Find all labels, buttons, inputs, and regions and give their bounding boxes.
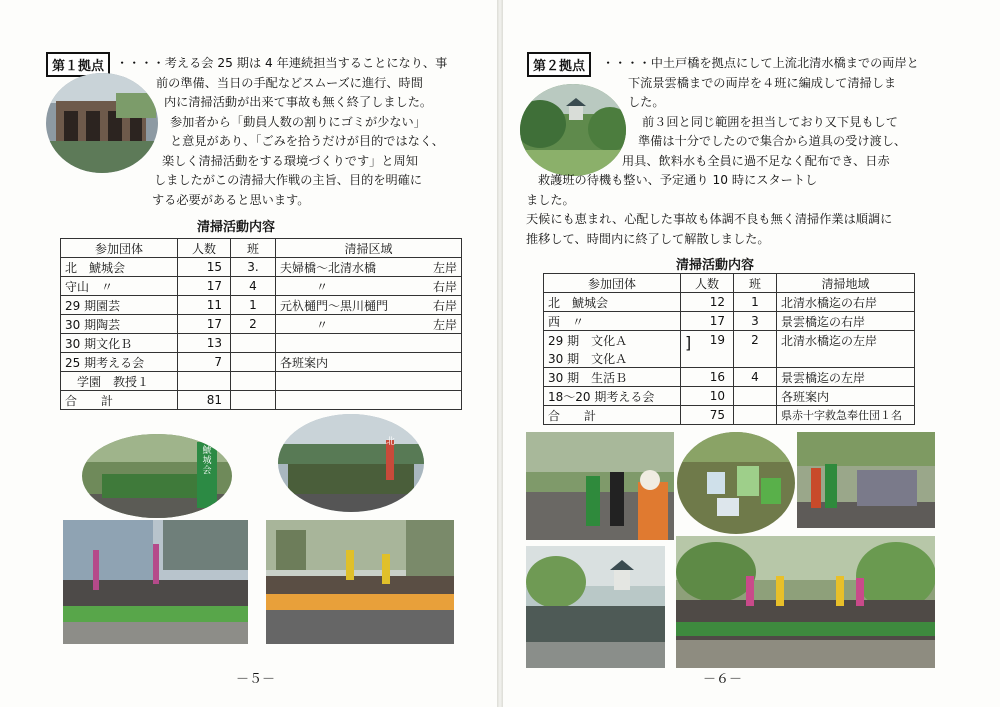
area-cell: 〃 — [276, 277, 421, 296]
photo-trash-bags — [677, 432, 795, 534]
group-cell: 30 期 文化Ａ — [544, 349, 681, 368]
intro-line: 内に清掃活動が出来て事故も無く終了しました。 — [164, 95, 433, 109]
intro-line: と意見があり、「ごみを拾うだけが目的ではなく、 — [170, 134, 444, 148]
intro-line: 救護班の待機も整い、予定通り 10 時にスタートし — [538, 173, 818, 187]
area-cell: 北清水橋迄の左岸 — [777, 331, 915, 350]
header-cell: 参加団体 — [61, 239, 178, 258]
intro-line: ました。 — [526, 192, 575, 207]
team-cell — [734, 387, 777, 406]
section-badge-1: 第１拠点 — [46, 52, 110, 77]
count-cell: 75 — [681, 406, 734, 425]
table-row — [61, 372, 462, 391]
intro-line: する必要があると思います。 — [152, 192, 310, 207]
photo-sign-text: 北 — [386, 437, 396, 447]
page-number-5: －５－ — [236, 672, 276, 687]
table-row — [61, 277, 462, 296]
side-cell — [421, 372, 462, 391]
area-cell: 北清水橋迄の右岸 — [777, 293, 915, 312]
area-cell: 夫婦橋～北清水橋 — [276, 258, 421, 277]
area-cell: 〃 — [276, 315, 421, 334]
team-cell — [231, 391, 276, 410]
intro-line: 参加者から「動員人数の割りにゴミが少ない」 — [170, 114, 426, 129]
side-cell — [421, 353, 462, 372]
table-row — [61, 258, 462, 277]
group-cell: 北 鯱城会 — [544, 293, 681, 312]
photo-group-5 — [526, 432, 674, 540]
team-cell: 2 — [231, 315, 276, 334]
table-row — [544, 387, 915, 406]
area-cell: 景雲橋迄の右岸 — [777, 312, 915, 331]
team-cell — [231, 353, 276, 372]
table-row — [61, 334, 462, 353]
count-cell: 81 — [178, 391, 231, 410]
bracket-mark: ] — [685, 333, 692, 352]
team-cell — [231, 372, 276, 391]
area-cell — [276, 391, 421, 410]
group-cell: 30 期 生活Ｂ — [544, 368, 681, 387]
header-cell: 清掃地域 — [777, 274, 915, 293]
intro-line: しましたがこの清掃大作戦の主旨、目的を明確に — [154, 173, 423, 187]
header-cell: 班 — [231, 239, 276, 258]
area-cell — [276, 334, 421, 353]
team-cell — [734, 406, 777, 425]
intro-line: した。 — [628, 95, 665, 109]
count-cell: 11 — [178, 296, 231, 315]
table-row — [544, 312, 915, 331]
count-cell: 15 — [178, 258, 231, 277]
header-cell: 班 — [734, 274, 777, 293]
photo-castle-group — [526, 546, 665, 668]
group-cell: 北 鯱城会 — [61, 258, 178, 277]
team-cell: 1 — [231, 296, 276, 315]
table-header-row — [61, 239, 462, 258]
area-cell — [276, 372, 421, 391]
intro-line: 準備は十分でしたので集合から道具の受け渡し、 — [638, 134, 907, 148]
intro-line: ・・・・中土戸橋を拠点にして上流北清水橋までの両岸と — [602, 56, 919, 70]
photo-group-oval-2 — [278, 414, 424, 512]
photo-sign-text: 鯱城会 — [202, 446, 212, 476]
team-cell — [734, 349, 777, 368]
team-cell — [231, 334, 276, 353]
header-cell: 人数 — [178, 239, 231, 258]
header-cell: 参加団体 — [544, 274, 681, 293]
table-header-row — [544, 274, 915, 293]
intro-text-1 — [116, 54, 447, 210]
group-cell: 30 期文化Ｂ — [61, 334, 178, 353]
area-cell: 県赤十字救急奉仕団１名 — [777, 406, 915, 425]
side-cell — [421, 391, 462, 410]
intro-line: 前３回と同じ範囲を担当しており又下見もして — [642, 114, 898, 129]
book-spine — [497, 0, 503, 707]
count-cell: 16 — [681, 368, 734, 387]
photo-group-3 — [63, 520, 248, 644]
group-cell: 学園 教授１ — [61, 372, 178, 391]
intro-line: 楽しく清掃活動をする環境づくりです」と周知 — [162, 153, 418, 168]
group-cell: 30 期陶芸 — [61, 315, 178, 334]
area-cell: 各班案内 — [276, 353, 421, 372]
team-cell: 4 — [734, 368, 777, 387]
group-cell: 守山 〃 — [61, 277, 178, 296]
header-cell: 人数 — [681, 274, 734, 293]
area-cell: 各班案内 — [777, 387, 915, 406]
intro-line: 推移して、時間内に終了して解散しました。 — [526, 231, 770, 246]
table-title-2: 清掃活動内容 — [676, 258, 755, 273]
activity-table-1 — [60, 238, 462, 410]
team-cell: 3. — [231, 258, 276, 277]
intro-line: 下流景雲橋までの両岸を４班に編成して清掃しま — [628, 75, 897, 90]
count-cell: 7 — [178, 353, 231, 372]
photo-group-6 — [797, 432, 935, 528]
table-title-1: 清掃活動内容 — [197, 220, 276, 235]
activity-table-2 — [543, 273, 915, 425]
group-cell: 29 期 文化Ａ — [544, 331, 681, 350]
photo-group-7 — [676, 536, 935, 668]
intro-line: 天候にも恵まれ、心配した事故も体調不良も無く清掃作業は順調に — [526, 212, 893, 226]
area-cell — [777, 349, 915, 368]
intro-line: ・・・・考える会 25 期は 4 年連続担当することになり、事 — [116, 56, 448, 70]
table-total-row — [61, 391, 462, 410]
group-cell: 合 計 — [61, 391, 178, 410]
count-cell: 17 — [178, 277, 231, 296]
intro-line: 用具、飲料水も全員に過不足なく配布でき、日赤 — [622, 153, 890, 168]
count-cell: 13 — [178, 334, 231, 353]
side-cell: 右岸 — [421, 277, 462, 296]
table-row — [61, 296, 462, 315]
table-row — [544, 349, 915, 368]
page-number-6: －６－ — [703, 672, 743, 687]
table-total-row — [544, 406, 915, 425]
table-row — [544, 331, 915, 350]
intro-text-2 — [526, 54, 919, 249]
area-cell: 元杁樋門～黒川樋門 — [276, 296, 421, 315]
group-cell: 25 期考える会 — [61, 353, 178, 372]
photo-group-oval-1 — [82, 434, 232, 518]
header-cell: 清掃区域 — [276, 239, 462, 258]
group-cell: 18～20 期考える会 — [544, 387, 681, 406]
group-cell: 西 〃 — [544, 312, 681, 331]
intro-line: 前の準備、当日の手配などスムーズに進行、時間 — [156, 75, 423, 90]
group-cell: 合 計 — [544, 406, 681, 425]
side-cell: 左岸 — [421, 315, 462, 334]
count-cell — [178, 372, 231, 391]
count-cell — [681, 331, 734, 350]
area-cell: 景雲橋迄の左岸 — [777, 368, 915, 387]
side-cell: 右岸 — [421, 296, 462, 315]
table-row — [61, 353, 462, 372]
team-cell: 4 — [231, 277, 276, 296]
table-row — [544, 368, 915, 387]
team-cell: 2 — [734, 331, 777, 350]
photo-group-4 — [266, 520, 454, 644]
count-cell: 12 — [681, 293, 734, 312]
table-row — [544, 293, 915, 312]
count-cell: 10 — [681, 387, 734, 406]
table-row — [61, 315, 462, 334]
team-cell: 3 — [734, 312, 777, 331]
side-cell: 左岸 — [421, 258, 462, 277]
count-cell: 17 — [681, 312, 734, 331]
section-badge-2: 第２拠点 — [527, 52, 591, 77]
group-cell: 29 期園芸 — [61, 296, 178, 315]
side-cell — [421, 334, 462, 353]
count-value: 19 — [709, 333, 725, 347]
count-cell: 17 — [178, 315, 231, 334]
team-cell: 1 — [734, 293, 777, 312]
